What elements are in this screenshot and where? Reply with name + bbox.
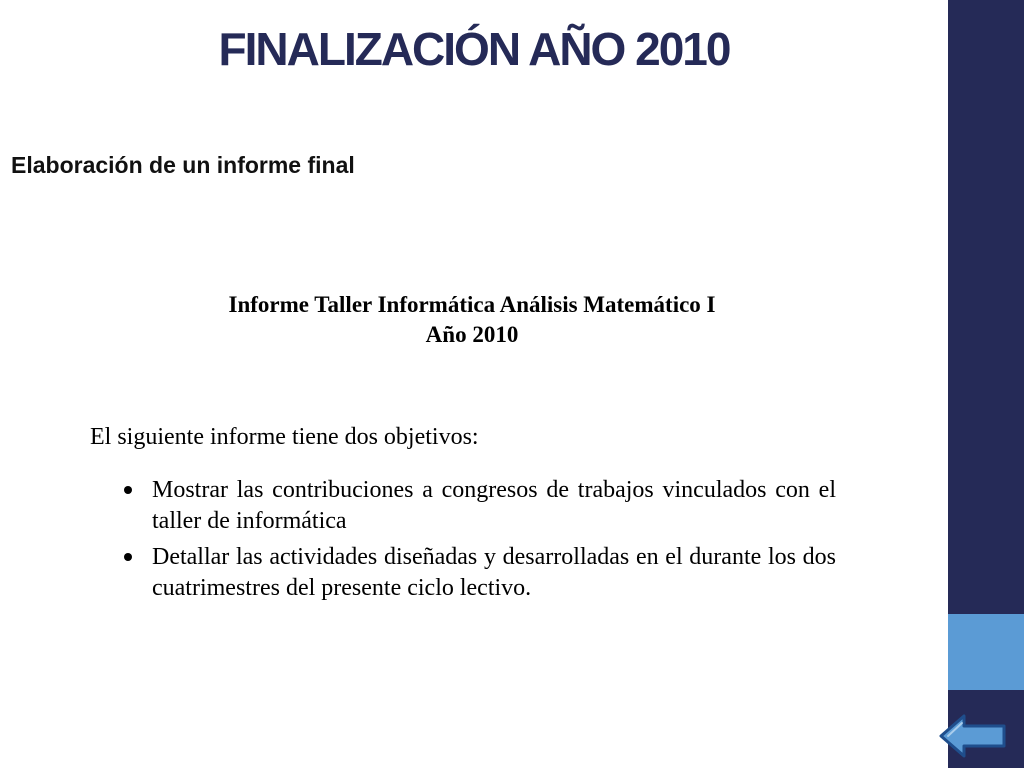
report-document-image [80,280,844,620]
list-item [80,475,844,537]
report-title-line-2: Año 2010 [425,322,519,347]
bullet-icon [124,553,132,561]
slide-title: FINALIZACIÓN AÑO 2010 [218,23,730,75]
back-button[interactable] [938,712,1008,760]
report-title [80,290,844,350]
report-intro: El siguiente informe tiene dos objetivos: [90,424,479,450]
list-item [80,542,844,604]
list-item-text: Mostrar las contribuciones a congresos de trabajos vinculados con el taller de informática [152,477,836,534]
left-arrow-icon [938,712,1008,760]
list-item-text: Detallar las actividades diseñadas y desarrolladas en el durante los dos cuatrimestres del presente ciclo lectivo. [152,544,836,601]
side-bar-accent [948,614,1024,690]
report-title-line-1: Informe Taller Informática Análisis Matemático I [228,292,716,317]
slide-subtitle: Elaboración de un informe final [11,152,355,178]
bullet-icon [124,486,132,494]
report-objectives-list [80,475,844,604]
